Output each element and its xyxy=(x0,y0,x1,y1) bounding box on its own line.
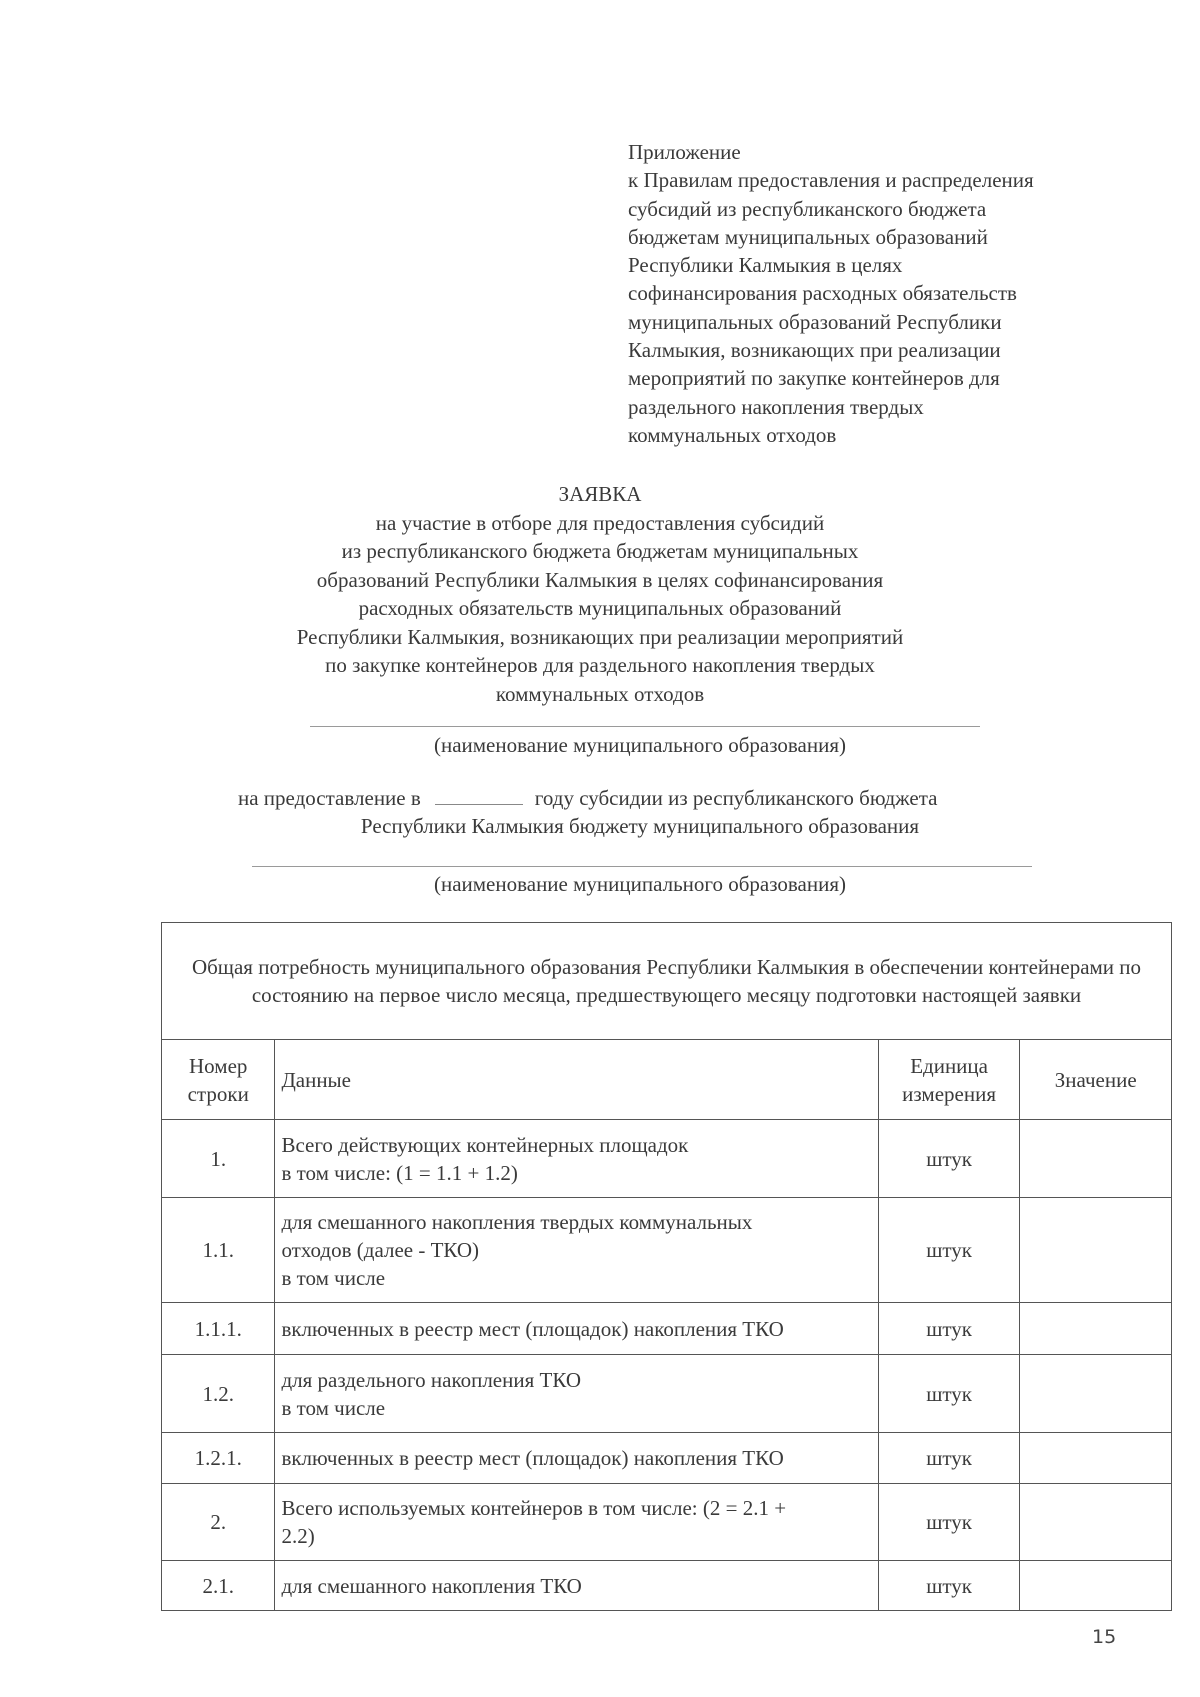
header-unit-line: измерения xyxy=(902,1081,996,1106)
row-number: 2.1. xyxy=(162,1561,275,1611)
appendix-line: коммунальных отходов xyxy=(628,422,837,447)
row-value-cell[interactable] xyxy=(1020,1198,1172,1303)
subtitle-line: расходных обязательств муниципальных образований xyxy=(358,596,842,620)
subtitle-line: коммунальных отходов xyxy=(495,681,705,706)
row-value-cell[interactable] xyxy=(1020,1433,1172,1484)
row-text xyxy=(275,1120,878,1198)
application-title-block xyxy=(150,480,1050,708)
row-text xyxy=(275,1484,878,1561)
table-row xyxy=(162,1120,1172,1198)
appendix-header xyxy=(628,138,1098,449)
appendix-line: бюджетам муниципальных образований xyxy=(628,224,988,249)
row-number: 1. xyxy=(162,1120,275,1198)
row-text-line: для раздельного накопления ТКО xyxy=(281,1367,581,1392)
appendix-line: Приложение xyxy=(628,140,741,164)
row-value-cell[interactable] xyxy=(1020,1120,1172,1198)
table-header-row xyxy=(162,1040,1172,1120)
row-value-cell[interactable] xyxy=(1020,1484,1172,1561)
appendix-line: Республики Калмыкия в целях xyxy=(628,253,903,278)
header-number-line: строки xyxy=(187,1081,249,1106)
containers-table xyxy=(161,922,1172,1611)
row-text xyxy=(275,1303,878,1355)
row-text-line: для смешанного накопления твердых коммунальных xyxy=(281,1210,753,1234)
row-value-cell[interactable] xyxy=(1020,1561,1172,1611)
table-row xyxy=(162,1198,1172,1303)
table-row xyxy=(162,1355,1172,1433)
grant-line-2: Республики Калмыкия бюджету муниципального образования xyxy=(360,814,920,838)
header-number-line: Номер xyxy=(189,1053,248,1078)
appendix-line: муниципальных образований Республики xyxy=(628,309,1002,334)
appendix-line: субсидий из республиканского бюджета xyxy=(628,196,987,221)
grant-suffix: году субсидии из республиканского бюджета xyxy=(534,786,938,810)
table-row xyxy=(162,1484,1172,1561)
row-unit: штук xyxy=(878,1484,1020,1561)
row-text-line: Всего используемых контейнеров в том числе: (2 = 2.1 + xyxy=(281,1496,787,1520)
appendix-line: мероприятий по закупке контейнеров для xyxy=(628,366,1000,391)
row-text-line: в том числе: (1 = 1.1 + 1.2) xyxy=(281,1160,518,1185)
row-text-line: в том числе xyxy=(281,1266,386,1290)
row-number: 1.2. xyxy=(162,1355,275,1433)
grant-prefix: на предоставление в xyxy=(238,786,421,810)
application-title: ЗАЯВКА xyxy=(558,482,642,506)
page-number: 15 xyxy=(1092,1626,1117,1648)
row-unit: штук xyxy=(878,1355,1020,1433)
row-text-line: Всего действующих контейнерных площадок xyxy=(281,1132,689,1157)
subtitle-line: Республики Калмыкия, возникающих при реализации мероприятий xyxy=(296,624,904,649)
row-unit: штук xyxy=(878,1303,1020,1355)
municipality-caption-1: (наименование муниципального образования) xyxy=(433,733,847,757)
row-text-line: отходов (далее - ТКО) xyxy=(281,1238,480,1262)
appendix-line: раздельного накопления твердых xyxy=(628,394,924,419)
header-unit-line: Единица xyxy=(910,1053,988,1078)
row-unit: штук xyxy=(878,1120,1020,1198)
subtitle-line: на участие в отборе для предоставления субсидий xyxy=(375,510,825,535)
row-value-cell[interactable] xyxy=(1020,1303,1172,1355)
header-unit xyxy=(878,1040,1020,1120)
header-number xyxy=(162,1040,275,1120)
subtitle-line: образований Республики Калмыкия в целях софинансирования xyxy=(316,567,884,592)
row-text xyxy=(275,1433,878,1484)
table-caption: Общая потребность муниципального образования Республики Калмыкия в обеспечении контейнерами по состоянию на первое число месяца, предшествующего месяцу подготовки настоящей заявки xyxy=(162,923,1172,1040)
table-row xyxy=(162,1433,1172,1484)
table-row xyxy=(162,1561,1172,1611)
municipality-caption-2: (наименование муниципального образования) xyxy=(433,872,847,896)
row-text-line: включенных в реестр мест (площадок) накопления ТКО xyxy=(281,1316,784,1341)
row-unit: штук xyxy=(878,1561,1020,1611)
row-unit: штук xyxy=(878,1433,1020,1484)
header-data: Данные xyxy=(275,1040,878,1120)
subtitle-line: из республиканского бюджета бюджетам муниципальных xyxy=(341,539,859,563)
municipality-name-field-1[interactable] xyxy=(310,726,980,727)
row-number: 2. xyxy=(162,1484,275,1561)
appendix-line: софинансирования расходных обязательств xyxy=(628,281,1017,306)
row-text xyxy=(275,1561,878,1611)
grant-line xyxy=(238,786,937,811)
municipality-name-field-2[interactable] xyxy=(252,866,1032,867)
appendix-line: к Правилам предоставления и распределения xyxy=(628,168,1034,193)
row-text-line: 2.2) xyxy=(281,1524,315,1548)
subtitle-line: по закупке контейнеров для раздельного накопления твердых xyxy=(325,653,875,677)
row-value-cell[interactable] xyxy=(1020,1355,1172,1433)
row-text xyxy=(275,1355,878,1433)
table-row xyxy=(162,1303,1172,1355)
row-text xyxy=(275,1198,878,1303)
row-text-line: для смешанного накопления ТКО xyxy=(281,1573,582,1598)
table-caption-row xyxy=(162,923,1172,1040)
header-value: Значение xyxy=(1020,1040,1172,1120)
row-unit: штук xyxy=(878,1198,1020,1303)
row-number: 1.1.1. xyxy=(162,1303,275,1355)
row-text-line: включенных в реестр мест (площадок) накопления ТКО xyxy=(281,1446,784,1470)
appendix-line: Калмыкия, возникающих при реализации xyxy=(628,338,1001,363)
row-number: 1.2.1. xyxy=(162,1433,275,1484)
year-field[interactable] xyxy=(435,786,523,805)
row-text-line: в том числе xyxy=(281,1395,386,1420)
row-number: 1.1. xyxy=(162,1198,275,1303)
